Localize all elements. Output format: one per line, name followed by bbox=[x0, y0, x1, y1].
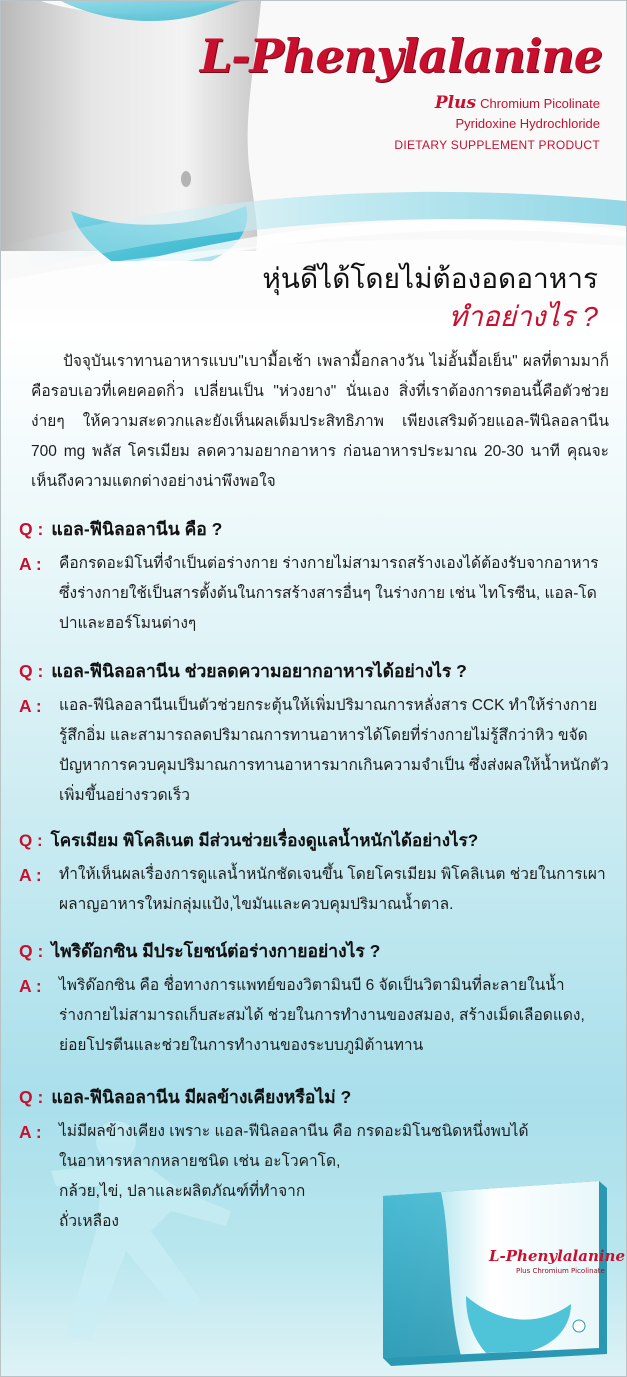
qa-block-3 bbox=[19, 827, 615, 920]
question-5 bbox=[19, 1083, 615, 1111]
answer-text: ไพริด๊อกซิน คือ ชื่อทางการแพทย์ของวิตามินบี 6 จัดเป็นวิตามินที่ละลายในน้ำ ร่างกายไม่สามารถเก็บสะสมได้ ช่วยในการทำงานของสมอง, สร้างเม็ดเลือดแดง, ย่อยโปรตีนและช่วยในการทำงานของระบบภูมิต้านทาน bbox=[59, 977, 585, 1054]
answer-3 bbox=[19, 860, 615, 920]
q-mark: Q : bbox=[19, 1087, 44, 1107]
a-mark: A : bbox=[19, 696, 42, 716]
headline: หุ่นดีได้โดยไม่ต้องอดอาหาร bbox=[262, 263, 598, 294]
brand-line-1-text: Chromium Picolinate bbox=[480, 96, 600, 111]
brand-line-1 bbox=[435, 93, 600, 113]
question-text: โครเมียม พิโคลิเนต มีส่วนช่วยเรื่องดูแลน้ำหนักได้อย่างไร? bbox=[50, 831, 479, 850]
answer-text: ทำให้เห็นผลเรื่องการดูแลน้ำหนักชัดเจนขึ้น โดยโครเมียม พิโคลิเนต ช่วยในการเผาผลาญอาหารใหม่กลุ่มแป้ง,ไขมันและควบคุมปริมาณน้ำตาล. bbox=[59, 866, 606, 913]
q-mark: Q : bbox=[19, 661, 44, 681]
q-mark: Q : bbox=[19, 941, 44, 961]
qa-block-1 bbox=[19, 515, 615, 639]
question-text: แอล-ฟีนิลอลานีน ช่วยลดความอยากอาหารได้อย่างไร ? bbox=[51, 661, 467, 681]
brand-title: L-Phenylalanine bbox=[199, 29, 602, 83]
question-2 bbox=[19, 657, 615, 685]
question-3 bbox=[19, 827, 615, 854]
answer-4 bbox=[19, 971, 615, 1061]
brand-line-2: Pyridoxine Hydrochloride bbox=[455, 116, 600, 131]
answer-line: ในอาหารหลากหลายชนิด เช่น อะโวคาโด, bbox=[59, 1153, 341, 1170]
answer-line: กล้วย,ไข่, ปลาและผลิตภัณฑ์ที่ทำจาก bbox=[59, 1183, 306, 1200]
question-text: ไพริด๊อกซิน มีประโยชน์ต่อร่างกายอย่างไร ? bbox=[51, 941, 381, 961]
a-mark: A : bbox=[19, 554, 42, 574]
question-4 bbox=[19, 937, 615, 965]
subheadline: ทำอย่างไร ? bbox=[448, 301, 598, 332]
answer-line: ถั่วเหลือง bbox=[59, 1213, 119, 1230]
q-mark: Q : bbox=[19, 519, 44, 539]
brand-plus: Plus bbox=[434, 93, 477, 113]
a-mark: A : bbox=[19, 865, 42, 885]
answer-1 bbox=[19, 549, 615, 639]
question-1 bbox=[19, 515, 615, 543]
q-mark: Q : bbox=[19, 831, 43, 850]
answer-text: แอล-ฟีนิลอลานีนเป็นตัวช่วยกระตุ้นให้เพิ่มปริมาณการหลั่งสาร CCK ทำให้ร่างกายรู้สึกอิ่ม และสามารถลดปริมาณการทานอาหารได้โดยที่ร่างกายไม่รู้สึกว่าหิว ขจัดปัญหาการควบคุมปริมาณการทานอาหารมากเกินความจำเป็น ซึ่งส่งผลให้น้ำหนักตัวเพิ่มขึ้นอย่างรวดเร็ว bbox=[59, 697, 609, 804]
answer-text: คือกรดอะมิโนที่จำเป็นต่อร่างกาย ร่างกายไม่สามารถสร้างเองได้ต้องรับจากอาหาร ซึ่งร่างกายใช้เป็นสารตั้งต้นในการสร้างสารอื่นๆ ในร่างกาย เช่น ไทโรซีน, แอล-โดปาและฮอร์โมนต่างๆ bbox=[59, 555, 599, 632]
qa-block-4 bbox=[19, 937, 615, 1061]
product-box-subtitle: Plus Chromium Picolinate bbox=[516, 1267, 605, 1275]
intro-paragraph: ปัจจุบันเราทานอาหารแบบ"เบามื้อเช้า เพลามื้อกลางวัน ไม่อั้นมื้อเย็น" ผลที่ตามมาก็คือรอบเอวที่เคยคอดกิ่ว เปลี่ยนเป็น "ห่วงยาง" นั่นเอง สิ่งที่เราต้องการตอนนี้คือตัวช่วยง่ายๆ ให้ความสะดวกและยังเห็นผลเต็มประสิทธิภาพ เพียงเสริมด้วยแอล-ฟีนิลอลานีน 700 mg พลัส โครเมียม ลดความอยากอาหาร ก่อนอาหารประมาณ 20-30 นาที คุณจะเห็นถึงความแตกต่างอย่างน่าพึงพอใจ bbox=[31, 353, 609, 490]
answer-line: ไม่มีผลข้างเคียง เพราะ แอล-ฟีนิลอลานีน คือ กรดอะมิโนชนิดหนึ่งพบได้ bbox=[59, 1123, 529, 1140]
question-text: แอล-ฟีนิลอลานีน มีผลข้างเคียงหรือไม่ ? bbox=[51, 1087, 352, 1107]
brand-line-3: DIETARY SUPPLEMENT PRODUCT bbox=[394, 138, 600, 152]
qa-block-2 bbox=[19, 657, 615, 811]
answer-2 bbox=[19, 691, 615, 811]
hero-banner bbox=[1, 1, 626, 301]
a-mark: A : bbox=[19, 976, 42, 996]
product-box-title: L-Phenylalanine bbox=[489, 1247, 626, 1265]
question-text: แอล-ฟีนิลอลานีน คือ ? bbox=[51, 519, 223, 539]
a-mark: A : bbox=[19, 1122, 42, 1142]
